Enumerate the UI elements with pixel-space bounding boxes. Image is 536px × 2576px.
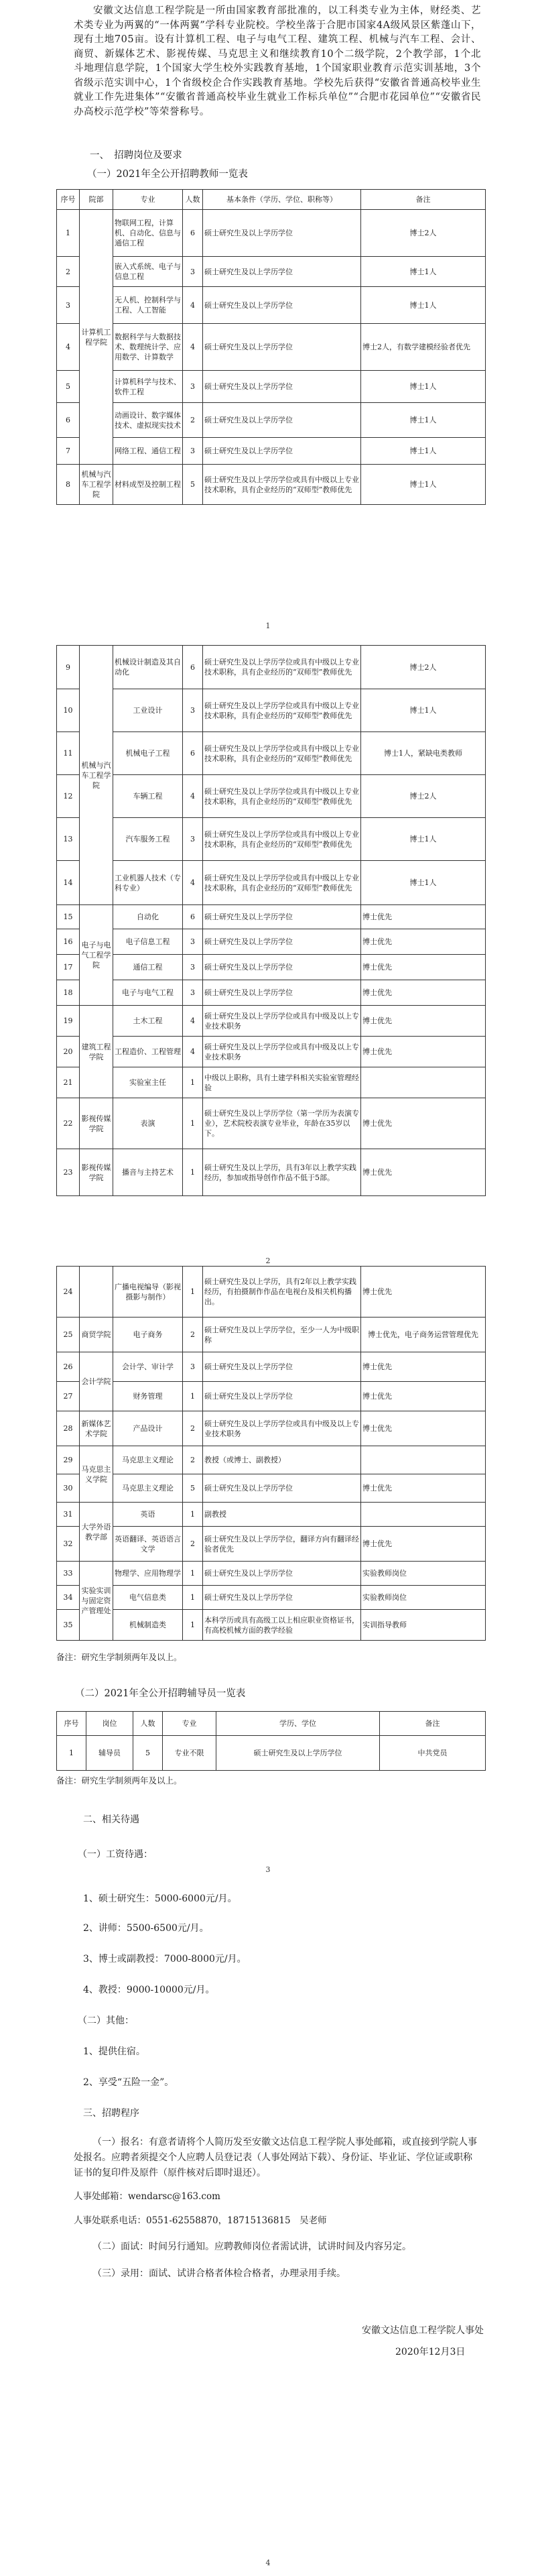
table-cell: 4 xyxy=(183,775,203,818)
teacher-table-part2 xyxy=(56,645,485,1196)
table-cell: 20 xyxy=(57,1037,80,1067)
table-cell: 硕士研究生及以上学历学位或具有中级以上专业技术职称，具有企业经历的“双师型”教师优先 xyxy=(203,775,361,818)
table-row xyxy=(57,287,486,324)
hr-phone: 人事处联系电话：0551-62558870，18715136815 吴老师 xyxy=(74,2215,327,2226)
table-cell: 广播电视编导（影视摄影与制作） xyxy=(113,1267,183,1318)
table-cell: 4 xyxy=(183,324,203,371)
table-cell: 车辆工程 xyxy=(113,775,183,818)
table-row xyxy=(57,1149,486,1196)
table-cell: 1 xyxy=(183,1067,203,1098)
table-cell: 2 xyxy=(183,1446,203,1474)
table-cell: 马克思主义理论 xyxy=(113,1474,183,1503)
table-cell: 博士优先 xyxy=(361,1149,486,1196)
table-cell: 博士1人 xyxy=(361,371,486,403)
teacher-table-part1 xyxy=(56,189,485,505)
table-cell: 4 xyxy=(57,324,80,371)
table-cell: 硕士研究生及以上学历学位 xyxy=(203,1586,361,1610)
table-cell: 博士2人 xyxy=(361,646,486,689)
table-cell: 博士优先，电子商务运营管理优先 xyxy=(361,1318,486,1352)
table-cell: 硕士研究生及以上学历学位或具有中级及以上专业技术职务 xyxy=(203,1037,361,1067)
table-cell: 硕士研究生及以上学历，具有3年以上教学实践经历，参加或指导创作作品不低于5部。 xyxy=(203,1149,361,1196)
table-cell: 机械与汽车工程学院 xyxy=(80,646,113,905)
table-cell: 3 xyxy=(57,287,80,324)
table-cell: 26 xyxy=(57,1352,80,1382)
table-cell: 1 xyxy=(183,1562,203,1586)
table-cell: 4 xyxy=(183,287,203,324)
table-cell: 影视传媒学院 xyxy=(80,1098,113,1149)
table-cell: 12 xyxy=(57,775,80,818)
table-cell: 工程造价、工程管理 xyxy=(113,1037,183,1067)
table-cell: 29 xyxy=(57,1446,80,1474)
table-cell: 工业设计 xyxy=(113,689,183,732)
table-cell: 3 xyxy=(183,955,203,980)
table-cell: 2 xyxy=(183,1411,203,1446)
table-cell: 岗位 xyxy=(86,1712,133,1736)
table-cell: 3 xyxy=(183,689,203,732)
table-cell: 专业不限 xyxy=(163,1736,216,1771)
table-cell: 博士2人 xyxy=(361,210,486,257)
table-cell: 英语 xyxy=(113,1503,183,1527)
table-cell: 无人机、控制科学与工程、人工智能 xyxy=(113,287,183,324)
table-cell: 博士优先 xyxy=(361,1352,486,1382)
table-cell: 硕士研究生及以上学历学位或具有中级以上专业技术职称，具有企业经历的“双师型”教师优先 xyxy=(203,861,361,905)
table-cell: 博士1人 xyxy=(361,438,486,465)
table-cell: 硕士研究生及以上学历学位 xyxy=(203,1562,361,1586)
table-header-row xyxy=(57,1712,486,1736)
table-cell: 机械电子工程 xyxy=(113,732,183,775)
table-row xyxy=(57,1503,486,1527)
table-row xyxy=(57,646,486,689)
procedure-signup: （一）报名：有意者请将个人简历发至安徽文达信息工程学院人事处邮箱，或直接到学院人事处报名。应聘者须提交个人应聘人员登记表（人事处网站下载）、身份证、毕业证、学位证或职称证书的复印件及原件（原件核对后即时退还）。 xyxy=(74,2137,477,2178)
table-cell: 1 xyxy=(57,1736,86,1771)
salary-item: 3、博士或副教授：7000-8000元/月。 xyxy=(83,1954,247,1965)
table-cell: 硕士研究生及以上学历学位或具有中级以上专业技术职称，具有企业经历的“双师型”教师优先 xyxy=(203,646,361,689)
hr-email: 人事处邮箱：wendarsc@163.com xyxy=(74,2191,220,2202)
table-cell: 学历、学位 xyxy=(216,1712,380,1736)
table-cell: 博士优先 xyxy=(361,1037,486,1067)
table-cell xyxy=(361,1067,486,1098)
table-cell xyxy=(361,1446,486,1474)
table-cell: 博士优先 xyxy=(361,980,486,1006)
table-cell: 产品设计 xyxy=(113,1411,183,1446)
table-cell: 机械与汽车工程学院 xyxy=(80,465,113,505)
table-cell: 硕士研究生及以上学历学位 xyxy=(203,210,361,257)
table-cell: 院部 xyxy=(80,190,113,210)
table-cell: 19 xyxy=(57,1006,80,1037)
table-cell: 硕士研究生及以上学历学位 xyxy=(203,929,361,955)
table-cell: 本科学历或具有高级工以上相应职业资格证书，有高校机械方面的教学经验 xyxy=(203,1610,361,1641)
table-row xyxy=(57,1474,486,1503)
table-cell: 博士优先 xyxy=(361,929,486,955)
table-cell: 21 xyxy=(57,1067,80,1098)
table-cell: 自动化 xyxy=(113,905,183,929)
table-cell: 2 xyxy=(57,257,80,287)
salary-title: （一）工资待遇： xyxy=(78,1849,153,1860)
table-cell: 硕士研究生及以上学历学位 xyxy=(203,1474,361,1503)
table-cell: 实验室主任 xyxy=(113,1067,183,1098)
table-cell: 15 xyxy=(57,905,80,929)
table-row xyxy=(57,1527,486,1562)
table-cell: 25 xyxy=(57,1318,80,1352)
table-cell: 建筑工程学院 xyxy=(80,1006,113,1098)
table-row xyxy=(57,210,486,257)
table-cell: 1 xyxy=(183,1267,203,1318)
table-cell: 汽车服务工程 xyxy=(113,818,183,861)
table-row xyxy=(57,775,486,818)
table-cell: 新媒体艺术学院 xyxy=(80,1411,113,1446)
table-row xyxy=(57,1037,486,1067)
table-cell: 博士1人，紧缺电类教师 xyxy=(361,732,486,775)
table-cell: 27 xyxy=(57,1382,80,1411)
table-cell: 硕士研究生及以上学历学位 xyxy=(203,980,361,1006)
table-note: 备注：研究生学制须两年及以上。 xyxy=(56,1652,182,1662)
subsection-teachers-title: （一）2021年全公开招聘教师一览表 xyxy=(87,169,248,180)
table-cell: 通信工程 xyxy=(113,955,183,980)
table-row xyxy=(57,1098,486,1149)
table-row xyxy=(57,1006,486,1037)
table-cell: 商贸学院 xyxy=(80,1318,113,1352)
table-cell: 副教授 xyxy=(203,1503,361,1527)
table-cell: 1 xyxy=(183,1610,203,1641)
table-cell: 博士1人 xyxy=(361,403,486,438)
table-cell: 28 xyxy=(57,1411,80,1446)
table-cell: 32 xyxy=(57,1527,80,1562)
table-cell: 3 xyxy=(183,257,203,287)
table-cell: 5 xyxy=(183,1474,203,1503)
table-cell: 硕士研究生及以上学历学位，翻译方向有翻译经验者优先 xyxy=(203,1527,361,1562)
table-cell: 硕士研究生及以上学历学位 xyxy=(203,371,361,403)
table-cell: 30 xyxy=(57,1474,80,1503)
table-cell: 硕士研究生及以上学历学位或具有中级以上专业技术职称，具有企业经历的“双师型”教师优先 xyxy=(203,732,361,775)
table-row xyxy=(57,1067,486,1098)
table-cell: 专业 xyxy=(113,190,183,210)
table-cell: 序号 xyxy=(57,190,80,210)
table-cell: 2 xyxy=(183,403,203,438)
table-cell: 网络工程、通信工程 xyxy=(113,438,183,465)
table-cell: 博士2人，有数学建模经验者优先 xyxy=(361,324,486,371)
table-cell: 35 xyxy=(57,1610,80,1641)
table-cell: 6 xyxy=(57,403,80,438)
table-cell: 3 xyxy=(183,980,203,1006)
procedure-hiring: （三）录用：面试、试讲合格者体检合格者，办理录用手续。 xyxy=(92,2268,346,2279)
table-cell: 硕士研究生及以上学历，具有2年以上教学实践经历，有拍摄制作作品在电视台及相关机构播出。 xyxy=(203,1267,361,1318)
table-cell: 1 xyxy=(183,1382,203,1411)
table-cell: 14 xyxy=(57,861,80,905)
table-cell: 硕士研究生及以上学历学位 xyxy=(203,257,361,287)
table-cell: 33 xyxy=(57,1562,80,1586)
table-cell: 硕士研究生及以上学历学位 xyxy=(203,438,361,465)
table-cell: 6 xyxy=(183,646,203,689)
table-cell: 硕士研究生及以上学历学位 xyxy=(203,905,361,929)
table-cell: 财务管理 xyxy=(113,1382,183,1411)
teacher-table-part3 xyxy=(56,1266,485,1641)
table-cell: 3 xyxy=(183,929,203,955)
table-cell: 1 xyxy=(57,210,80,257)
table-cell: 博士优先 xyxy=(361,1474,486,1503)
table-cell: 物联网工程，计算机、自动化、信息与通信工程 xyxy=(113,210,183,257)
table-cell: 机械设计制造及其自动化 xyxy=(113,646,183,689)
table-cell: 1 xyxy=(183,1149,203,1196)
table-cell: 博士优先 xyxy=(361,1527,486,1562)
table-cell: 博士1人 xyxy=(361,689,486,732)
table-cell: 博士优先 xyxy=(361,1267,486,1318)
table-cell: 机械制造类 xyxy=(113,1610,183,1641)
table-cell: 教授（或博士、副教授） xyxy=(203,1446,361,1474)
table-row xyxy=(57,371,486,403)
table-cell: 22 xyxy=(57,1098,80,1149)
other-title: （二）其他： xyxy=(78,2015,134,2026)
table-cell: 实验教师岗位 xyxy=(361,1586,486,1610)
table-cell: 5 xyxy=(133,1736,163,1771)
table-cell: 1 xyxy=(183,1503,203,1527)
salary-item: 4、教授：9000-10000元/月。 xyxy=(83,1985,215,1995)
table-cell: 马克思主义学院 xyxy=(80,1446,113,1503)
table-cell: 博士1人 xyxy=(361,287,486,324)
table-row xyxy=(57,1411,486,1446)
table-cell: 实验教师岗位 xyxy=(361,1562,486,1586)
table-cell: 9 xyxy=(57,646,80,689)
table-cell: 博士优先 xyxy=(361,1006,486,1037)
salary-item: 1、硕士研究生：5000-6000元/月。 xyxy=(83,1893,237,1904)
table-cell: 4 xyxy=(183,1006,203,1037)
table-cell: 表演 xyxy=(113,1098,183,1149)
table-cell: 专业 xyxy=(163,1712,216,1736)
table-cell: 备注 xyxy=(361,190,486,210)
table-cell: 硕士研究生及以上学历学位或具有中级以上专业技术职称，具有企业经历的“双师型”教师优先 xyxy=(203,818,361,861)
table-cell: 4 xyxy=(183,861,203,905)
table-cell: 硕士研究生及以上学历学位 xyxy=(203,1352,361,1382)
table-header-row xyxy=(57,190,486,210)
table-cell: 电气信息类 xyxy=(113,1586,183,1610)
table-row xyxy=(57,1352,486,1382)
table-row xyxy=(57,438,486,465)
table-cell: 博士1人 xyxy=(361,465,486,505)
table-cell: 中共党员 xyxy=(380,1736,486,1771)
table-row xyxy=(57,1736,486,1771)
table-cell: 3 xyxy=(183,818,203,861)
table-row xyxy=(57,1382,486,1411)
table-cell: 6 xyxy=(183,732,203,775)
table-cell: 博士优先 xyxy=(361,905,486,929)
table-cell: 基本条件（学历、学位、职称等） xyxy=(203,190,361,210)
table-cell: 硕士研究生及以上学历学位或具有中级及以上专业技术职务 xyxy=(203,1411,361,1446)
counselor-table xyxy=(56,1711,485,1771)
table-row xyxy=(57,689,486,732)
table-row xyxy=(57,257,486,287)
table-cell: 5 xyxy=(57,371,80,403)
other-item: 2、享受“五险一金”。 xyxy=(83,2077,174,2088)
table-cell: 硕士研究生及以上学历学位 xyxy=(203,955,361,980)
table-row xyxy=(57,465,486,505)
table-cell: 博士2人 xyxy=(361,775,486,818)
table-cell xyxy=(361,1503,486,1527)
table-cell: 工业机器人技术（专科专业） xyxy=(113,861,183,905)
table-cell: 5 xyxy=(183,465,203,505)
table-cell: 播音与主持艺术 xyxy=(113,1149,183,1196)
table-cell: 硕士研究生及以上学历学位 xyxy=(203,287,361,324)
table-row xyxy=(57,929,486,955)
table-row xyxy=(57,905,486,929)
table-row xyxy=(57,818,486,861)
table-cell: 8 xyxy=(57,465,80,505)
table-note: 备注：研究生学制须两年及以上。 xyxy=(56,1775,182,1785)
table-row xyxy=(57,732,486,775)
signature-org: 安徽文达信息工程学院人事处 xyxy=(362,2325,484,2336)
table-cell: 动画设计、数字媒体技术、虚拟现实技术 xyxy=(113,403,183,438)
table-cell: 博士优先 xyxy=(361,1098,486,1149)
table-cell: 6 xyxy=(183,210,203,257)
table-cell: 3 xyxy=(183,1352,203,1382)
table-cell: 博士1人 xyxy=(361,861,486,905)
salary-item: 2、讲师：5500-6500元/月。 xyxy=(83,1923,209,1934)
table-cell: 16 xyxy=(57,929,80,955)
table-cell: 电子与电气工程 xyxy=(113,980,183,1006)
table-cell: 实训指导教师 xyxy=(361,1610,486,1641)
table-cell: 会计学、审计学 xyxy=(113,1352,183,1382)
table-cell: 材料成型及控制工程 xyxy=(113,465,183,505)
table-cell: 英语翻译、英语语言文学 xyxy=(113,1527,183,1562)
table-cell: 嵌入式系统、电子与信息工程 xyxy=(113,257,183,287)
table-row xyxy=(57,1610,486,1641)
table-row xyxy=(57,403,486,438)
table-cell: 硕士研究生及以上学历学位 xyxy=(203,403,361,438)
table-cell: 硕士研究生及以上学历学位，至少一人为中级职称 xyxy=(203,1318,361,1352)
table-cell: 大学外语教学部 xyxy=(80,1503,113,1562)
table-cell: 计算机科学与技术、软件工程 xyxy=(113,371,183,403)
table-cell: 序号 xyxy=(57,1712,86,1736)
table-cell: 物理学、应用物理学 xyxy=(113,1562,183,1586)
table-cell: 2 xyxy=(183,1527,203,1562)
table-cell: 博士优先 xyxy=(361,1411,486,1446)
table-row xyxy=(57,1586,486,1610)
page-number: 1 xyxy=(265,622,271,630)
table-cell: 影视传媒学院 xyxy=(80,1149,113,1196)
table-row xyxy=(57,955,486,980)
section-3-title: 三、招聘程序 xyxy=(83,2108,139,2119)
table-cell: 4 xyxy=(183,1037,203,1067)
table-row xyxy=(57,1446,486,1474)
subsection-counselors-title: （二）2021年全公开招聘辅导员一览表 xyxy=(75,1688,246,1699)
table-cell: 7 xyxy=(57,438,80,465)
table-cell: 18 xyxy=(57,980,80,1006)
section-2-title: 二、相关待遇 xyxy=(83,1814,139,1825)
table-cell: 2 xyxy=(183,1318,203,1352)
table-cell: 计算机工程学院 xyxy=(80,210,113,465)
table-cell: 博士优先 xyxy=(361,1382,486,1411)
table-row xyxy=(57,1318,486,1352)
section-1-title: 一、 招聘岗位及要求 xyxy=(90,150,182,161)
other-item: 1、提供住宿。 xyxy=(83,2046,145,2057)
table-row xyxy=(57,980,486,1006)
table-cell: 电子商务 xyxy=(113,1318,183,1352)
table-cell: 17 xyxy=(57,955,80,980)
table-cell: 会计学院 xyxy=(80,1352,113,1411)
table-cell: 24 xyxy=(57,1267,80,1318)
intro-paragraph: 安徽文达信息工程学院是一所由国家教育部批准的，以工科类专业为主体，财经类、艺术类专业为两翼的“一体两翼”学科专业院校。学校坐落于合肥市国家4A级风景区紫蓬山下，现有土地705亩。设有计算机工程、电子与电气工程、建筑工程、机械与汽车工程、会计、商贸、新媒体艺术、影视传媒、马克思主义和继续教育10个二级学院，2个教学部，1个北斗地理信息学院，1个国家大学生校外实践教育基地，1个国家职业教育示范实训基地，3个省级示范实训中心，1个省级校企合作实践教育基地。学校先后获得“安徽省普通高校毕业生就业工作先进集体”“安徽省普通高校毕业生就业工作标兵单位”“合肥市花园单位”“安徽省民办高校示范学校”等荣誉称号。 xyxy=(74,5,481,117)
table-row xyxy=(57,1562,486,1586)
table-cell: 硕士研究生及以上学历学位或具有中级以上专业技术职称，具有企业经历的“双师型”教师优先 xyxy=(203,465,361,505)
table-cell: 土木工程 xyxy=(113,1006,183,1037)
table-cell: 数据科学与大数据技术、数理统计学、应用数学、计算数学 xyxy=(113,324,183,371)
table-cell: 11 xyxy=(57,732,80,775)
table-cell: 实验实训与固定资产管理处 xyxy=(80,1562,113,1641)
table-cell: 31 xyxy=(57,1503,80,1527)
table-cell: 硕士研究生及以上学历学位或具有中级以上专业技术职称，具有企业经历的“双师型”教师优先 xyxy=(203,689,361,732)
table-cell: 人数 xyxy=(183,190,203,210)
page-number: 3 xyxy=(265,1865,271,1874)
page-number: 4 xyxy=(265,2559,271,2567)
table-cell: 10 xyxy=(57,689,80,732)
table-cell: 电子与电气工程学院 xyxy=(80,905,113,1006)
table-cell: 13 xyxy=(57,818,80,861)
table-cell xyxy=(80,1267,113,1318)
table-row xyxy=(57,1267,486,1318)
table-cell: 博士优先 xyxy=(361,955,486,980)
table-cell: 博士1人 xyxy=(361,257,486,287)
table-cell: 辅导员 xyxy=(86,1736,133,1771)
table-row xyxy=(57,861,486,905)
table-cell: 中级以上职称，具有土建学科相关实验室管理经验 xyxy=(203,1067,361,1098)
table-cell: 硕士研究生及以上学历学位（第一学历为表演专业），艺术院校表演专业毕业，年龄在35岁以下。 xyxy=(203,1098,361,1149)
table-cell: 硕士研究生及以上学历学位 xyxy=(203,324,361,371)
table-cell: 硕士研究生及以上学历学位 xyxy=(203,1382,361,1411)
table-cell: 硕士研究生及以上学历学位或具有中级及以上专业技术职务 xyxy=(203,1006,361,1037)
table-cell: 1 xyxy=(183,1586,203,1610)
table-cell: 电子信息工程 xyxy=(113,929,183,955)
table-row xyxy=(57,324,486,371)
table-cell: 博士1人 xyxy=(361,818,486,861)
procedure-interview: （二）面试：时间另行通知。应聘教师岗位者需试讲，试讲时间及内容另定。 xyxy=(92,2241,411,2252)
table-cell: 硕士研究生及以上学历学位 xyxy=(216,1736,380,1771)
table-cell: 6 xyxy=(183,905,203,929)
table-cell: 1 xyxy=(183,1098,203,1149)
table-cell: 34 xyxy=(57,1586,80,1610)
table-cell: 23 xyxy=(57,1149,80,1196)
page-number: 2 xyxy=(265,1256,271,1265)
table-cell: 3 xyxy=(183,371,203,403)
table-cell: 3 xyxy=(183,438,203,465)
table-cell: 人数 xyxy=(133,1712,163,1736)
table-cell: 备注 xyxy=(380,1712,486,1736)
table-cell: 马克思主义理论 xyxy=(113,1446,183,1474)
signature-date: 2020年12月3日 xyxy=(395,2347,466,2357)
